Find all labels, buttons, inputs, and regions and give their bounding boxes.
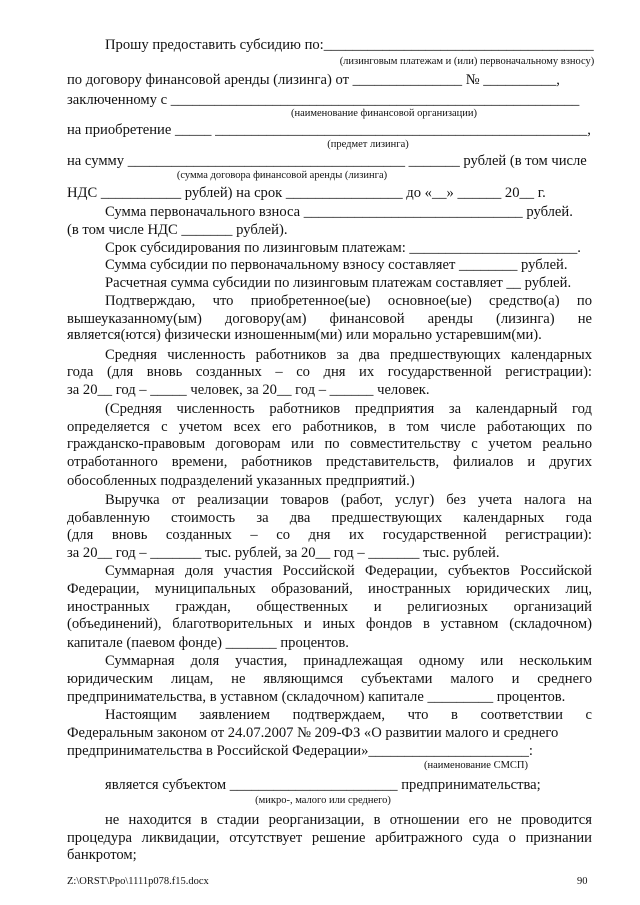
text-line: (в том числе НДС _______ рублей). bbox=[67, 222, 288, 238]
text-line: отработанного времени, работников представительств, филиалов и других bbox=[67, 454, 592, 470]
field-caption: (лизинговым платежам и (или) первоначальному взносу) bbox=[339, 56, 595, 67]
text-line: обособленных подразделений указанных предприятий.) bbox=[67, 473, 415, 489]
text-line: определяется с учетом всех его работников, в том числе работающих по bbox=[67, 419, 592, 435]
text-line: гражданско-правовым договорам или по совместительству с учетом реально bbox=[67, 436, 592, 452]
text-line: (Средняя численность работников предприятия за календарный год bbox=[105, 401, 592, 417]
text-line: является субъектом _______________________ предпринимательства; bbox=[105, 777, 541, 793]
field-caption: (предмет лизинга) bbox=[327, 139, 409, 150]
text-line: Суммарная доля участия, принадлежащая одному или нескольким bbox=[105, 653, 592, 669]
field-caption: (наименование финансовой организации) bbox=[290, 108, 478, 119]
text-line: на приобретение _____ ___________________________________________________, bbox=[67, 122, 591, 138]
text-line: за 20__ год – _______ тыс. рублей, за 20__ год – _______ тыс. рублей. bbox=[67, 545, 500, 561]
text-line: Подтверждаю, что приобретенное(ые) основное(ые) средство(а) по bbox=[105, 293, 592, 309]
text-line: (объединений), благотворительных и иных фондов в уставном (складочном) bbox=[67, 616, 592, 632]
text-line: за 20__ год – _____ человек, за 20__ год – ______ человек. bbox=[67, 382, 430, 398]
text-line: не находится в стадии реорганизации, в отношении его не проводится bbox=[105, 812, 592, 828]
field-caption: (микро-, малого или среднего) bbox=[255, 795, 391, 806]
text-line: Выручка от реализации товаров (работ, услуг) без учета налога на bbox=[105, 492, 592, 508]
field-caption: (наименование СМСП) bbox=[424, 760, 528, 771]
text-line: заключенному с ________________________________________________________ bbox=[67, 92, 580, 108]
text-line: Сумма субсидии по первоначальному взносу составляет ________ рублей. bbox=[105, 257, 568, 273]
text-line: Федеральным законом от 24.07.2007 № 209-ФЗ «О развитии малого и среднего bbox=[67, 725, 559, 741]
text-line: Суммарная доля участия Российской Федерации, субъектов Российской bbox=[105, 563, 592, 579]
text-line: добавленную стоимость за два предшествующих календарных года bbox=[67, 510, 592, 526]
text-line: процедура ликвидации, отсутствует решение арбитражного суда о признании bbox=[67, 830, 592, 846]
text-line: на сумму ______________________________________ _______ рублей (в том числе bbox=[67, 153, 587, 169]
text-line: Прошу предоставить субсидию по:_____________________________________ bbox=[105, 37, 594, 53]
text-line: предпринимательства в Российской Федерации»______________________: bbox=[67, 743, 533, 759]
text-line: Федерации, муниципальных образований, иностранных юридических лиц, bbox=[67, 581, 592, 597]
text-line: банкротом; bbox=[67, 847, 137, 863]
text-line: вышеуказанному(ым) договору(ам) финансовой аренды (лизинга) не bbox=[67, 311, 592, 327]
text-line: НДС ___________ рублей) на срок ________________ до «__» ______ 20__ г. bbox=[67, 185, 546, 201]
text-line: Сумма первоначального взноса ______________________________ рублей. bbox=[105, 204, 573, 220]
footer-file-path: Z:\ORST\Ppo\1111p078.f15.docx bbox=[67, 876, 209, 887]
text-line: капитале (паевом фонде) _______ процентов. bbox=[67, 635, 349, 651]
field-caption: (сумма договора финансовой аренды (лизинга) bbox=[176, 170, 388, 181]
text-line: Настоящим заявлением подтверждаем, что в соответствии с bbox=[105, 707, 592, 723]
page-number: 90 bbox=[577, 876, 588, 887]
text-line: иностранных граждан, общественных и религиозных организаций bbox=[67, 599, 592, 615]
text-line: предпринимательства, в уставном (складочном) капитале _________ процентов. bbox=[67, 689, 566, 705]
text-line: (для вновь созданных – со дня их государственной регистрации): bbox=[67, 527, 592, 543]
text-line: Срок субсидирования по лизинговым платежам: _______________________. bbox=[105, 240, 581, 256]
text-line: юридическим лицам, не являющимся субъектами малого и среднего bbox=[67, 671, 592, 687]
text-line: года (для вновь созданных – со дня их государственной регистрации): bbox=[67, 364, 592, 380]
text-line: Расчетная сумма субсидии по лизинговым платежам составляет __ рублей. bbox=[105, 275, 572, 291]
text-line: Средняя численность работников за два предшествующих календарных bbox=[105, 347, 592, 363]
text-line: является(ются) физически изношенным(ми) или морально устаревшим(ми). bbox=[67, 327, 542, 343]
text-line: по договору финансовой аренды (лизинга) от _______________ № __________, bbox=[67, 72, 560, 88]
